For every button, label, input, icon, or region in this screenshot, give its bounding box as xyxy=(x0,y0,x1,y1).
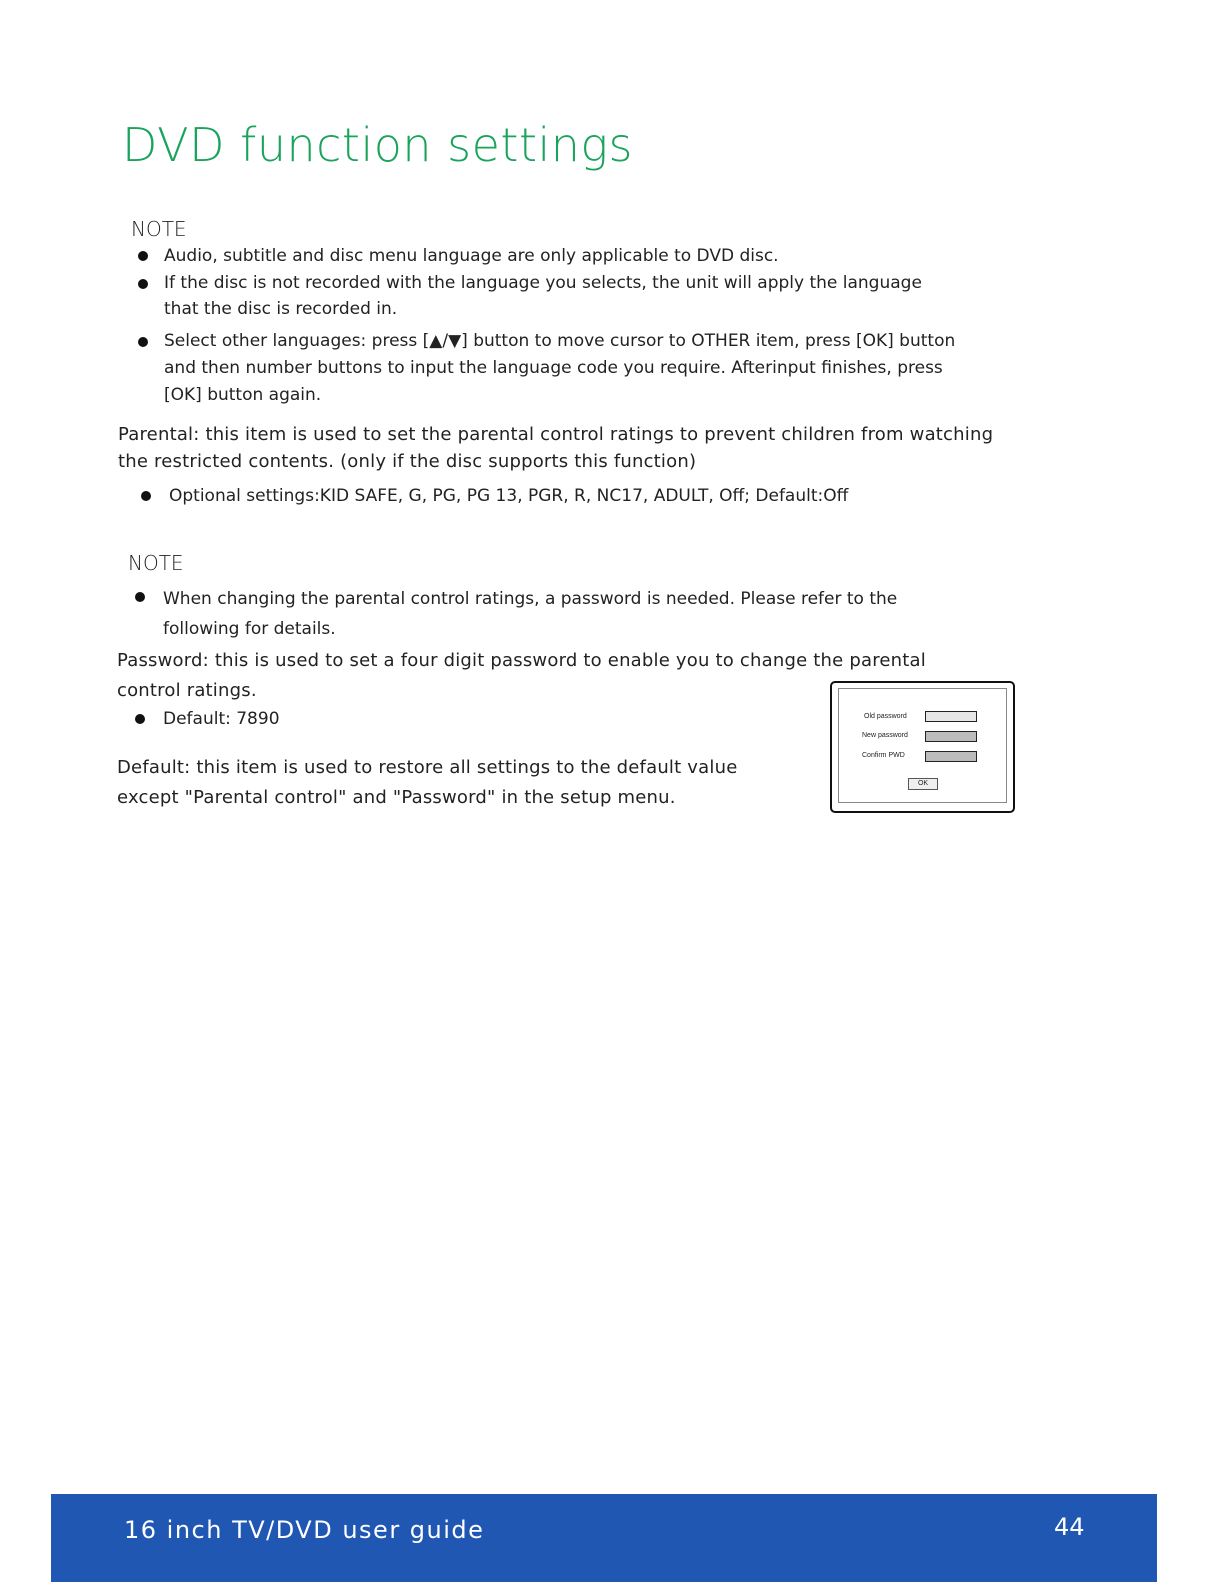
bullet-dot xyxy=(138,279,148,289)
bullet-dot xyxy=(138,337,148,347)
bullet-dot xyxy=(135,592,145,602)
password-description: Password: this is used to set a four digit password to enable you to change the parental control ratings. xyxy=(117,650,926,701)
old-password-label: Old password xyxy=(864,713,907,720)
note-heading: NOTE xyxy=(131,217,187,241)
note-bullet-text: If the disc is not recorded with the language you selects, the unit will apply the language that the disc is recorded in. xyxy=(164,273,922,319)
confirm-password-field[interactable] xyxy=(925,751,977,762)
password-default: Default: 7890 xyxy=(163,709,280,729)
page-title: DVD function settings xyxy=(122,118,633,172)
note-bullet-text: When changing the parental control ratings, a password is needed. Please refer to the following for details. xyxy=(163,589,898,639)
password-dialog xyxy=(830,681,1015,813)
new-password-label: New password xyxy=(862,732,908,739)
parental-description: Parental: this item is used to set the parental control ratings to prevent children from watching the restricted contents. (only if the disc supports this function) xyxy=(118,424,994,472)
bullet-dot xyxy=(135,714,145,724)
page-number: 44 xyxy=(1054,1513,1085,1541)
password-dialog-panel xyxy=(838,688,1007,803)
default-description: Default: this item is used to restore all settings to the default value except "Parental control" and "Password" in the setup menu. xyxy=(117,757,738,808)
note-bullet-text: Select other languages: press [▲/▼] button to move cursor to OTHER item, press [OK] button and then number buttons to input the language code you require. Afterinput finishes, press [OK] button again. xyxy=(164,331,956,405)
new-password-field[interactable] xyxy=(925,731,977,742)
guide-title: 16 inch TV/DVD user guide xyxy=(124,1516,485,1544)
parental-options: Optional settings:KID SAFE, G, PG, PG 13, PGR, R, NC17, ADULT, Off; Default:Off xyxy=(169,486,849,506)
bullet-dot xyxy=(141,491,151,501)
confirm-password-label: Confirm PWD xyxy=(862,752,905,759)
footer-bar xyxy=(51,1494,1157,1582)
ok-button[interactable]: OK xyxy=(908,778,938,790)
old-password-field[interactable] xyxy=(925,711,977,722)
note-heading: NOTE xyxy=(128,551,184,575)
note-bullet-text: Audio, subtitle and disc menu language are only applicable to DVD disc. xyxy=(164,246,779,266)
bullet-dot xyxy=(138,251,148,261)
